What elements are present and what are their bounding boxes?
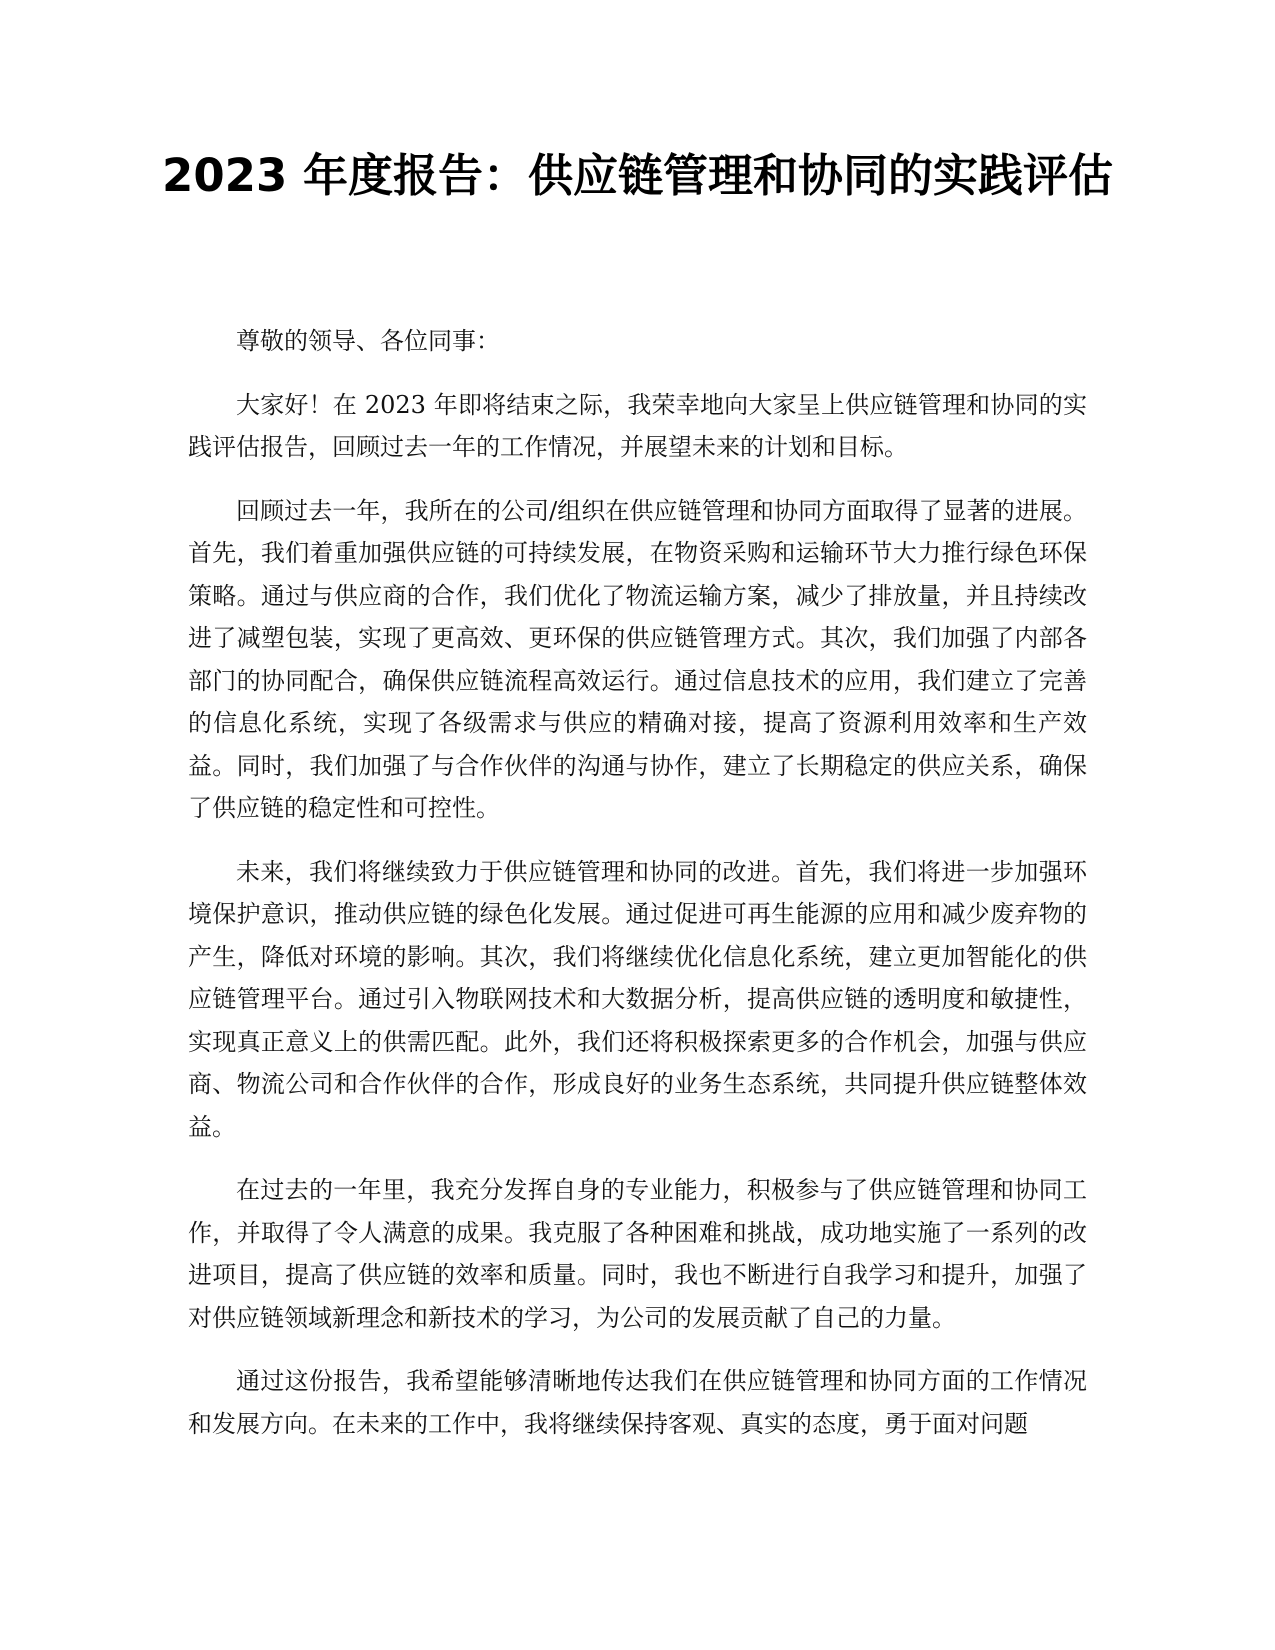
paragraph-review: 回顾过去一年，我所在的公司/组织在供应链管理和协同方面取得了显著的进展。首先，我们着重加强供应链的可持续发展，在物资采购和运输环节大力推行绿色环保策略。通过与供应商的合作，我们优化了物流运输方案，减少了排放量，并且持续改进了减塑包装，实现了更高效、更环保的供应链管理方式。其次，我们加强了内部各部门的协同配合，确保供应链流程高效运行。通过信息技术的应用，我们建立了完善的信息化系统，实现了各级需求与供应的精确对接，提高了资源利用效率和生产效益。同时，我们加强了与合作伙伴的沟通与协作，建立了长期稳定的供应关系，确保了供应链的稳定性和可控性。 (188, 496, 1087, 822)
document-body (188, 320, 1087, 1466)
salutation: 尊敬的领导、各位同事： (236, 327, 500, 355)
paragraph-future: 未来，我们将继续致力于供应链管理和协同的改进。首先，我们将进一步加强环境保护意识，推动供应链的绿色化发展。通过促进可再生能源的应用和减少废弃物的产生，降低对环境的影响。其次，我们将继续优化信息化系统，建立更加智能化的供应链管理平台。通过引入物联网技术和大数据分析，提高供应链的透明度和敏捷性，实现真正意义上的供需匹配。此外，我们还将积极探索更多的合作机会，加强与供应商、物流公司和合作伙伴的合作，形成良好的业务生态系统，共同提升供应链整体效益。 (188, 857, 1087, 1141)
paragraph-intro: 大家好！在 2023 年即将结束之际，我荣幸地向大家呈上供应链管理和协同的实践评估报告，回顾过去一年的工作情况，并展望未来的计划和目标。 (188, 390, 1087, 461)
paragraph-conclusion: 通过这份报告，我希望能够清晰地传达我们在供应链管理和协同方面的工作情况和发展方向。在未来的工作中，我将继续保持客观、真实的态度，勇于面对问题 (188, 1367, 1087, 1438)
paragraph-personal: 在过去的一年里，我充分发挥自身的专业能力，积极参与了供应链管理和协同工作，并取得了令人满意的成果。我克服了各种困难和挑战，成功地实施了一系列的改进项目，提高了供应链的效率和质量。同时，我也不断进行自我学习和提升，加强了对供应链领域新理念和新技术的学习，为公司的发展贡献了自己的力量。 (188, 1176, 1087, 1332)
document-title: 2023 年度报告：供应链管理和协同的实践评估 (162, 149, 1113, 202)
